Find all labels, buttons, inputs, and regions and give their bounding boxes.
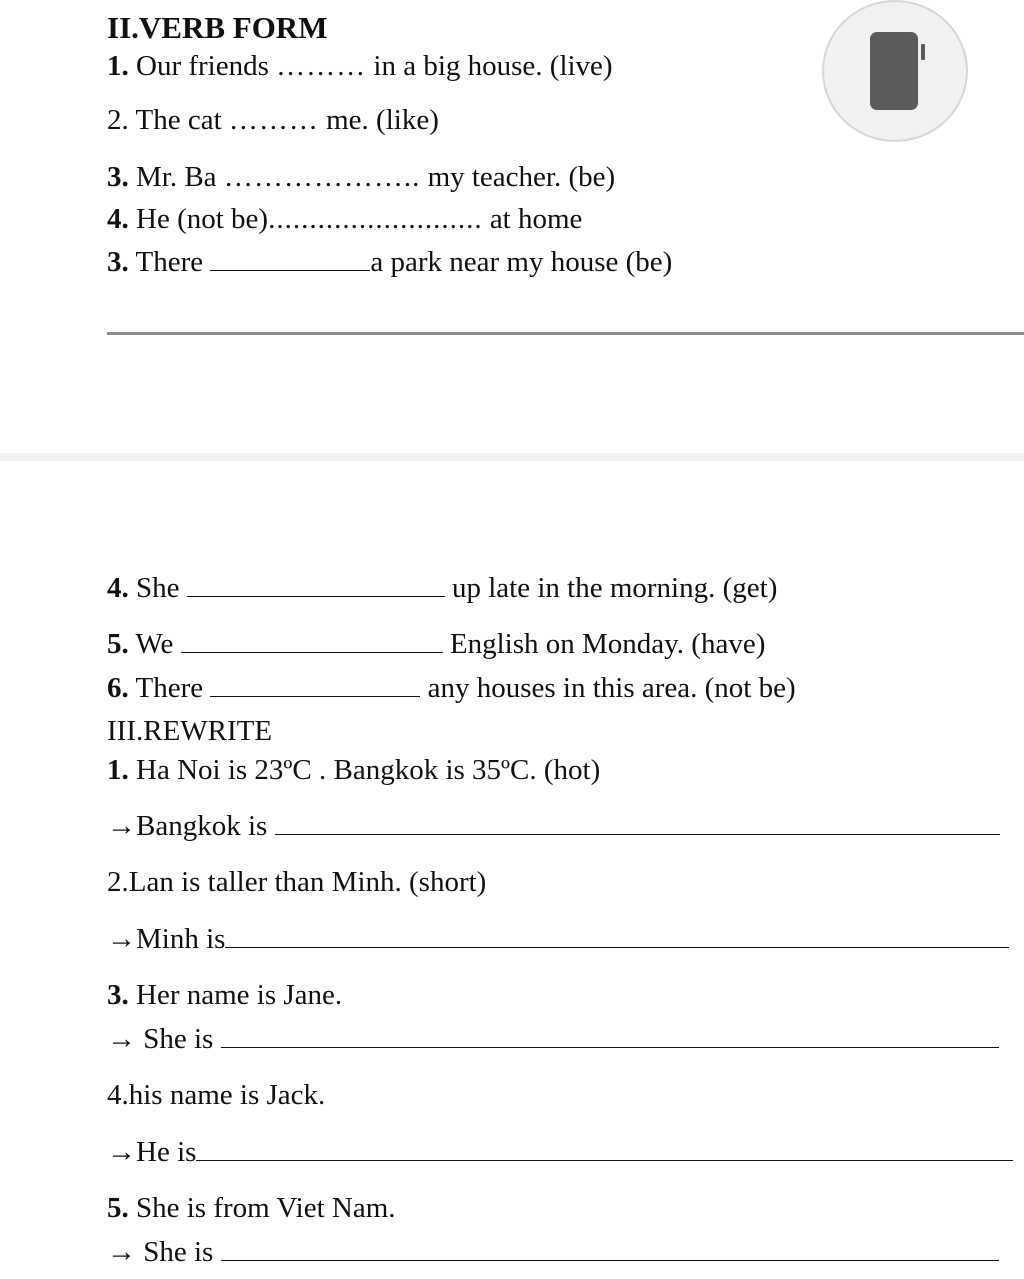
verb-item-1: 1. Our friends ……… in a big house. (live) bbox=[107, 50, 613, 82]
answer-blank[interactable] bbox=[196, 1159, 1013, 1161]
answer-blank[interactable] bbox=[181, 651, 443, 653]
phone-icon bbox=[868, 30, 926, 112]
answer-dots[interactable]: ……… bbox=[276, 50, 367, 82]
answer-blank[interactable] bbox=[210, 269, 370, 271]
answer-blank[interactable] bbox=[275, 833, 1000, 835]
page-gap bbox=[0, 453, 1024, 461]
answer-blank[interactable] bbox=[225, 946, 1009, 948]
floating-action-button[interactable] bbox=[822, 0, 968, 142]
page-divider bbox=[107, 332, 1024, 335]
rewrite-answer-2: →Minh is bbox=[107, 925, 1009, 954]
answer-dots[interactable]: ……… bbox=[228, 104, 319, 136]
answer-blank[interactable] bbox=[187, 595, 445, 597]
verb-item-4: 4. He (not be).......................... at home bbox=[107, 203, 583, 235]
rewrite-answer-3: → She is bbox=[107, 1025, 999, 1054]
section-heading-rewrite: III.REWRITE bbox=[107, 715, 273, 747]
section-heading-verb-form: II.VERB FORM bbox=[107, 10, 328, 45]
answer-dots[interactable]: .......................... bbox=[268, 203, 483, 235]
answer-dots[interactable]: ……………….. bbox=[223, 161, 421, 193]
rewrite-prompt-1: 1. Ha Noi is 23ºC . Bangkok is 35ºC. (hot) bbox=[107, 754, 601, 786]
verb-item-7: 5. We English on Monday. (have) bbox=[107, 628, 766, 660]
verb-item-2: 2. The cat ……… me. (like) bbox=[107, 104, 439, 136]
rewrite-prompt-3: 3. Her name is Jane. bbox=[107, 979, 343, 1011]
verb-item-6: 4. She up late in the morning. (get) bbox=[107, 572, 778, 604]
rewrite-answer-4: →He is bbox=[107, 1138, 1013, 1167]
verb-item-5: 3. There a park near my house (be) bbox=[107, 246, 673, 278]
verb-item-3: 3. Mr. Ba ……………….. my teacher. (be) bbox=[107, 161, 616, 193]
answer-blank[interactable] bbox=[210, 695, 420, 697]
rewrite-prompt-5: 5. She is from Viet Nam. bbox=[107, 1192, 396, 1224]
verb-item-8: 6. There any houses in this area. (not be) bbox=[107, 672, 796, 704]
rewrite-prompt-2: 2.Lan is taller than Minh. (short) bbox=[107, 866, 487, 898]
answer-blank[interactable] bbox=[221, 1046, 999, 1048]
answer-blank[interactable] bbox=[221, 1259, 999, 1261]
rewrite-answer-5: → She is bbox=[107, 1238, 999, 1267]
rewrite-answer-1: →Bangkok is bbox=[107, 812, 1000, 841]
rewrite-prompt-4: 4.his name is Jack. bbox=[107, 1079, 326, 1111]
